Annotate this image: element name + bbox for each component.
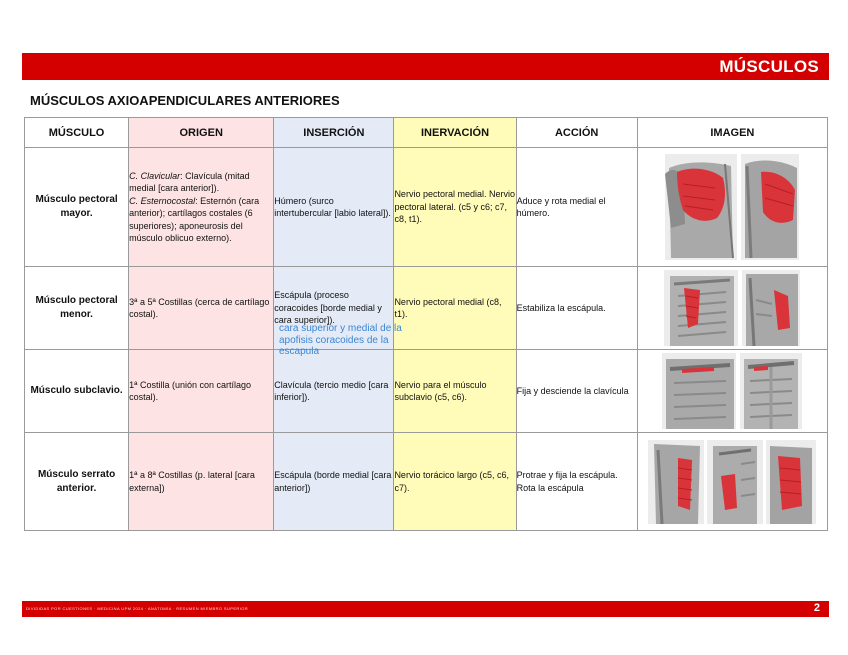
innervation-cell: Nervio para el músculo subclavio (c5, c6). [394,350,516,433]
insertion-cell: Clavícula (tercio medio [cara inferior]). [274,350,394,433]
col-header-muscle: MÚSCULO [25,118,129,148]
header-bar [22,53,829,80]
anatomy-pectoralis-minor-side-icon [742,270,800,346]
origin-line: C. Esternocostal: Esternón (cara anterior); cartílagos costales (6 superiores); aponeurosis del músculo oblicuo externo). [129,195,260,243]
origin-cell [129,148,274,267]
table-row [25,350,828,433]
origin-cell [129,267,274,350]
anatomy-serratus-lateral-icon [648,440,704,524]
image-cell [637,267,827,350]
image-cell [637,433,827,531]
col-header-action: ACCIÓN [516,118,637,148]
footer-bar [22,601,829,617]
col-header-insertion: INSERCIÓN [274,118,394,148]
anatomy-subclavius-thorax-icon [740,353,802,429]
anatomy-serratus-front-icon [707,440,763,524]
page-number: 2 [813,602,820,614]
muscles-table [24,117,828,531]
innervation-cell: Nervio pectoral medial. Nervio pectoral lateral. (c5 y c6; c7, c8, t1). [394,148,516,267]
origin-line: C. Clavicular: Clavícula (mitad medial [cara anterior]). [129,170,250,193]
action-cell: Estabiliza la escápula. [516,267,637,350]
image-cell [637,148,827,267]
table-header-row [25,118,828,148]
action-cell: Protrae y fija la escápula. Rota la escápula [516,433,637,531]
section-title: MÚSCULOS AXIOAPENDICULARES ANTERIORES [30,93,340,108]
muscle-name: Músculo pectoral mayor. [25,148,129,267]
muscle-name: Músculo subclavio. [25,350,129,433]
anatomy-pectoralis-major-side-icon [741,154,799,260]
anatomy-serratus-side-icon [766,440,816,524]
col-header-image: IMAGEN [637,118,827,148]
footer-text: DIVIDIDAS POR CUESTIONES · MEDICINA UPM 2024 · ANATOMÍA · RESUMEN MIEMBRO SUPERIOR [26,606,249,611]
anatomy-pectoralis-major-front-icon [665,154,737,260]
insertion-cell: Escápula (borde medial [cara anterior]) [274,433,394,531]
anatomy-subclavius-front-icon [662,353,736,429]
table-row [25,433,828,531]
muscle-name: Músculo pectoral menor. [25,267,129,350]
action-cell: Fija y desciende la clavícula [516,350,637,433]
muscle-name: Músculo serrato anterior. [25,433,129,531]
origin-line: 3ª a 5ª Costillas (cerca de cartílago costal). [129,296,270,319]
action-cell: Aduce y rota medial el húmero. [516,148,637,267]
header-title: MÚSCULOS [719,57,819,76]
anatomy-pectoralis-minor-front-icon [664,270,738,346]
origin-line: 1ª a 8ª Costillas (p. lateral [cara externa]) [129,470,255,493]
origin-cell [129,350,274,433]
innervation-cell: Nervio pectoral medial (c8, t1). [394,267,516,350]
origin-line: 1ª Costilla (unión con cartílago costal). [129,379,252,402]
insertion-cell: Escápula (proceso coracoides [borde medial y cara superior]). [274,267,394,350]
innervation-cell: Nervio torácico largo (c5, c6, c7). [394,433,516,531]
col-header-innervation: INERVACIÓN [394,118,516,148]
table-row [25,267,828,350]
annotation-note: cara superior y medial de la apofisis coracoides de la escapula [279,323,402,357]
table-row [25,148,828,267]
origin-cell [129,433,274,531]
col-header-origin: ORIGEN [129,118,274,148]
insertion-cell: Húmero (surco intertubercular [labio lateral]). [274,148,394,267]
image-cell [637,350,827,433]
